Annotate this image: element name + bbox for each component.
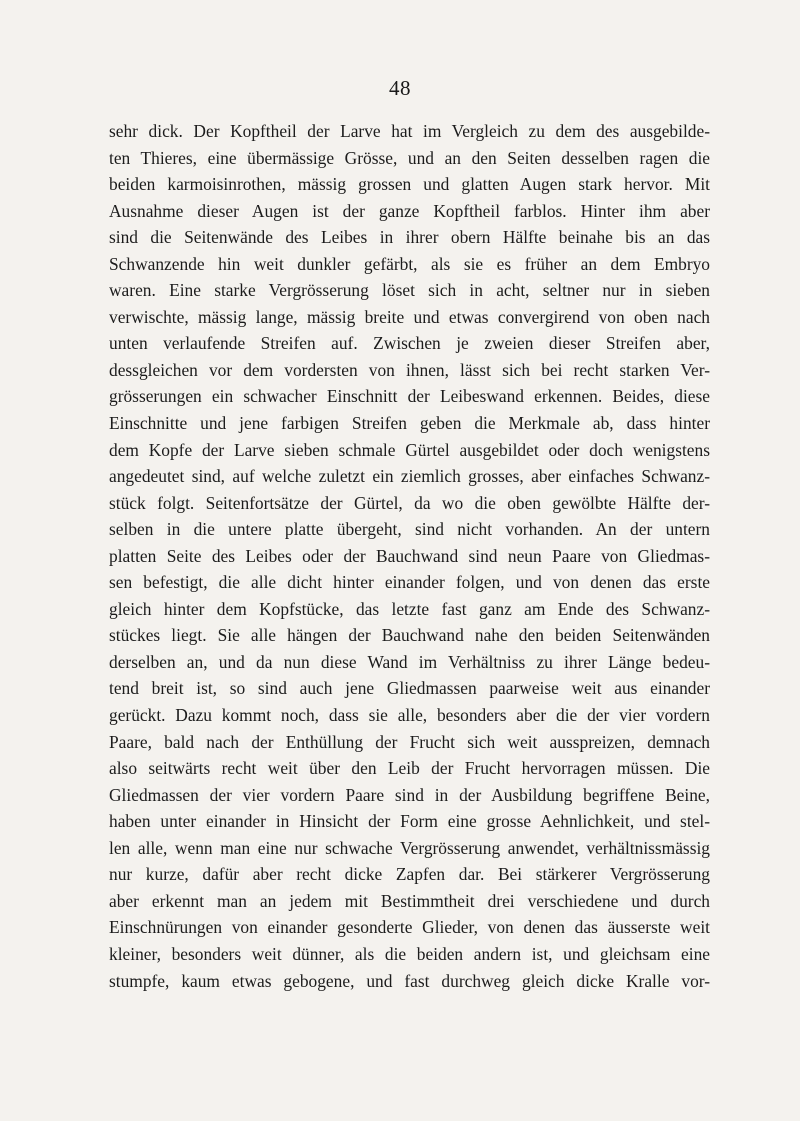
page-number: 48 [389, 76, 411, 100]
text-line: beiden karmoisinrothen, mässig grossen und glatten Augen stark hervor. Mit [109, 174, 710, 195]
text-line: derselben an, und da nun diese Wand im Verhältniss zu ihrer Länge bedeu- [109, 651, 710, 672]
text-line: ten Thieres, eine übermässige Grösse, und an den Seiten desselben ragen die [109, 147, 710, 168]
text-line: sen befestigt, die alle dicht hinter einander folgen, und von denen das erste [109, 572, 710, 593]
text-line: waren. Eine starke Vergrösserung löset sich in acht, seltner nur in sieben [109, 280, 710, 301]
text-line: dessgleichen vor dem vordersten von ihnen, lässt sich bei recht starken Ver- [109, 359, 710, 380]
text-line: platten Seite des Leibes oder der Bauchwand sind neun Paare von Gliedmas- [109, 545, 710, 566]
text-line: gerückt. Dazu kommt noch, dass sie alle, besonders aber die der vier vordern [109, 705, 710, 726]
text-line: sind die Seitenwände des Leibes in ihrer obern Hälfte beinahe bis an das [109, 227, 710, 248]
text-line: grösserungen ein schwacher Einschnitt der Leibeswand erkennen. Beides, diese [109, 386, 710, 407]
text-line: kleiner, besonders weit dünner, als die beiden andern ist, und gleichsam eine [109, 943, 710, 964]
text-line: len alle, wenn man eine nur schwache Vergrösserung anwendet, verhältnissmässig [109, 837, 710, 858]
text-line: Einschnürungen von einander gesonderte Glieder, von denen das äusserste weit [109, 917, 710, 938]
text-line: Paare, bald nach der Enthüllung der Frucht sich weit ausspreizen, demnach [109, 731, 710, 752]
text-line: unten verlaufende Streifen auf. Zwischen je zweien dieser Streifen aber, [109, 333, 710, 354]
text-line: Ausnahme dieser Augen ist der ganze Kopftheil farblos. Hinter ihm aber [109, 200, 710, 221]
body-text [109, 118, 710, 994]
text-line: stück folgt. Seitenfortsätze der Gürtel, da wo die oben gewölbte Hälfte der- [109, 492, 710, 513]
text-line: sehr dick. Der Kopftheil der Larve hat im Vergleich zu dem des ausgebilde- [109, 121, 710, 141]
text-line: selben in die untere platte übergeht, sind nicht vorhanden. An der untern [109, 519, 710, 540]
text-line: verwischte, mässig lange, mässig breite und etwas convergirend von oben nach [109, 306, 710, 327]
text-line: stumpfe, kaum etwas gebogene, und fast durchweg gleich dicke Kralle vor- [109, 970, 710, 991]
text-line: nur kurze, dafür aber recht dicke Zapfen dar. Bei stärkerer Vergrösserung [109, 864, 710, 885]
text-line: also seitwärts recht weit über den Leib der Frucht hervorragen müssen. Die [109, 758, 710, 779]
text-line: stückes liegt. Sie alle hängen der Bauchwand nahe den beiden Seitenwänden [109, 625, 710, 646]
text-line: haben unter einander in Hinsicht der Form eine grosse Aehnlichkeit, und stel- [109, 811, 710, 832]
text-line: Gliedmassen der vier vordern Paare sind in der Ausbildung begriffene Beine, [109, 784, 710, 805]
text-line: Einschnitte und jene farbigen Streifen geben die Merkmale ab, dass hinter [109, 413, 710, 434]
text-line: angedeutet sind, auf welche zuletzt ein ziemlich grosses, aber einfaches Schwanz- [109, 466, 710, 487]
text-line: dem Kopfe der Larve sieben schmale Gürtel ausgebildet oder doch wenigstens [109, 439, 710, 460]
text-line: tend breit ist, so sind auch jene Gliedmassen paarweise weit aus einander [109, 678, 710, 699]
text-line: gleich hinter dem Kopfstücke, das letzte fast ganz am Ende des Schwanz- [109, 598, 710, 619]
text-line: aber erkennt man an jedem mit Bestimmtheit drei verschiedene und durch [109, 890, 710, 911]
text-line: Schwanzende hin weit dunkler gefärbt, als sie es früher an dem Embryo [109, 253, 710, 274]
